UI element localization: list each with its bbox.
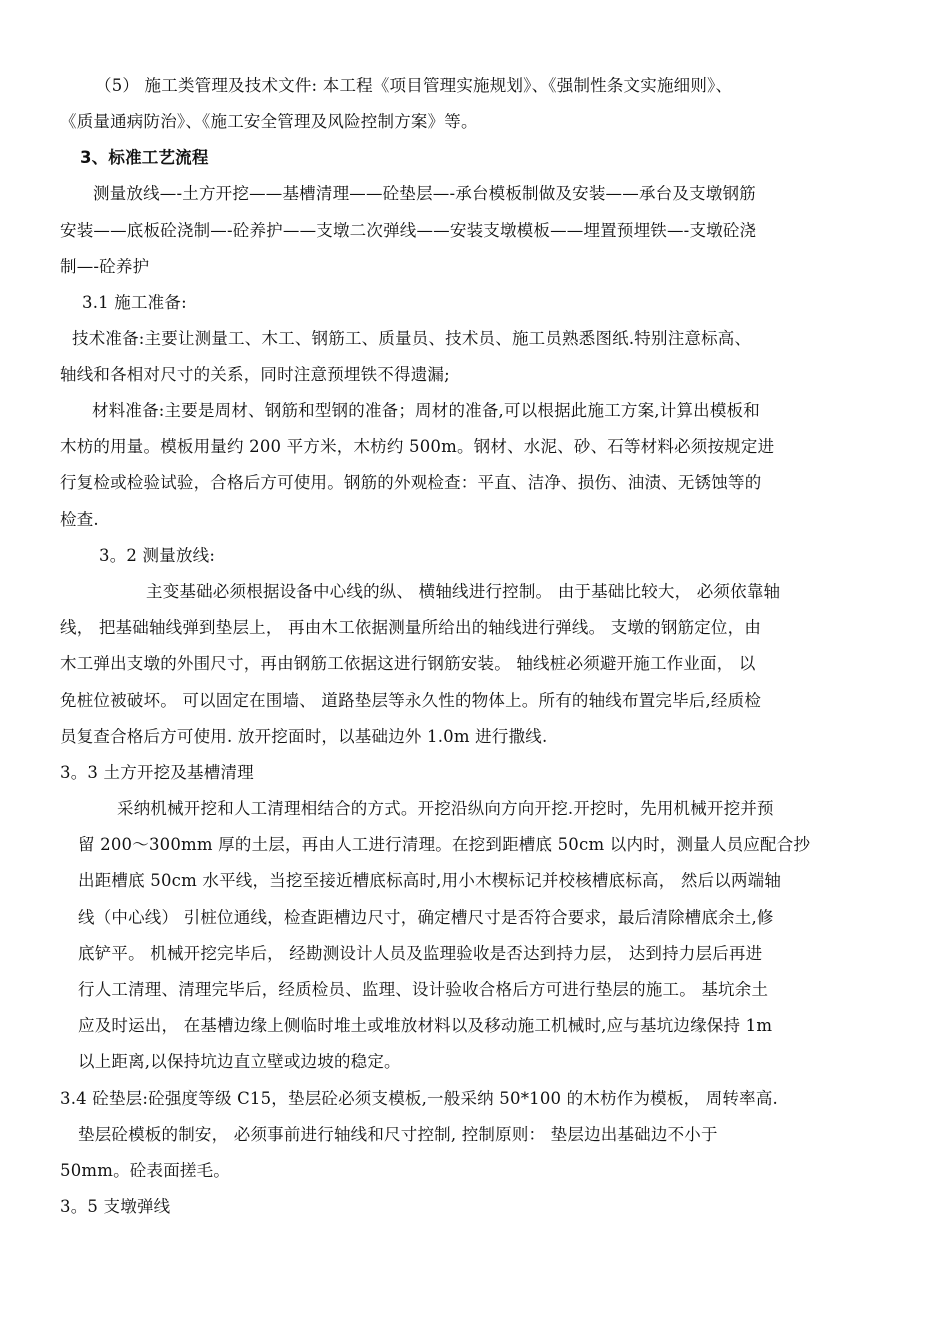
text-line: 员复查合格后方可使用. 放开挖面时，以基础边外 1.0m 进行撒线.: [60, 727, 548, 746]
text-line: 主变基础必须根据设备中心线的纵、 横轴线进行控制。 由于基础比较大， 必须依靠轴: [146, 582, 781, 601]
text-line: 木工弹出支墩的外围尺寸，再由钢筋工依据这进行钢筋安装。 轴线桩必须避开施工作业面， 以: [60, 654, 756, 673]
text-line: 《质量通病防治》、《施工安全管理及风险控制方案》等。: [60, 112, 478, 131]
text-line: 底铲平。 机械开挖完毕后， 经勘测设计人员及监理验收是否达到持力层， 达到持力层后再进: [78, 944, 763, 963]
text-line: （5） 施工类管理及技术文件: 本工程《项目管理实施规划》、《强制性条文实施细则》、: [95, 76, 733, 95]
text-line: 免桩位被破坏。 可以固定在围墙、 道路垫层等永久性的物体上。所有的轴线布置完毕后,经质检: [60, 691, 762, 710]
text-line: 留 200～300mm 厚的土层，再由人工进行清理。在挖到距槽底 50cm 以内时，测量人员应配合抄: [78, 835, 811, 854]
text-line: 3.4 砼垫层:砼强度等级 C15，垫层砼必须支模板,一般采纳 50*100 的木枋作为模板， 周转率高.: [60, 1089, 778, 1108]
text-line: 采纳机械开挖和人工清理相结合的方式。开挖沿纵向方向开挖.开挖时，先用机械开挖并预: [117, 799, 774, 818]
text-line: 安装——底板砼浇制—-砼养护——支墩二次弹线——安装支墩模板——埋置预埋铁—-支墩砼浇: [60, 221, 757, 240]
text-line: 出距槽底 50cm 水平线，当挖至接近槽底标高时,用小木楔标记并校核槽底标高， 然后以两端轴: [78, 871, 782, 890]
text-line: 木枋的用量。模板用量约 200 平方米，木枋约 500m。钢材、水泥、砂、石等材料必须按规定进: [60, 437, 775, 456]
text-line: 轴线和各相对尺寸的关系，同时注意预埋铁不得遗漏;: [60, 365, 450, 384]
subsection-heading: 3.1 施工准备:: [82, 293, 187, 312]
text-line: 材料准备:主要是周材、钢筋和型钢的准备；周材的准备,可以根据此施工方案,计算出模板和: [92, 401, 760, 420]
text-line: 制—-砼养护: [60, 257, 150, 276]
text-line: 线， 把基础轴线弹到垫层上， 再由木工依据测量所给出的轴线进行弹线。 支墩的钢筋定位，由: [60, 618, 762, 637]
text-line: 垫层砼模板的制安， 必须事前进行轴线和尺寸控制, 控制原则： 垫层边出基础边不小于: [78, 1125, 718, 1144]
text-line: 技术准备:主要让测量工、木工、钢筋工、质量员、技术员、施工员熟悉图纸.特别注意标高、: [72, 329, 752, 348]
text-line: 应及时运出， 在基槽边缘上侧临时堆土或堆放材料以及移动施工机械时,应与基坑边缘保持 1m: [78, 1016, 773, 1035]
text-line: 以上距离,以保持坑边直立壁或边坡的稳定。: [78, 1052, 401, 1071]
text-line: 50mm。砼表面搓毛。: [60, 1161, 230, 1180]
section-heading: 3、标准工艺流程: [80, 148, 209, 167]
text-line: 测量放线—-土方开挖——基槽清理——砼垫层—-承台模板制做及安装——承台及支墩钢筋: [93, 184, 756, 203]
text-line: 行复检或检验试验，合格后方可使用。钢筋的外观检查：平直、洁净、损伤、油渍、无锈蚀等的: [60, 473, 762, 492]
text-line: 线（中心线） 引桩位通线，检查距槽边尺寸，确定槽尺寸是否符合要求，最后清除槽底余土,修: [78, 908, 774, 927]
subsection-heading: 3。2 测量放线:: [99, 546, 216, 565]
text-line: 检查.: [60, 510, 99, 529]
subsection-heading: 3。5 支墩弹线: [60, 1197, 171, 1216]
text-line: 行人工清理、清理完毕后，经质检员、监理、设计验收合格后方可进行垫层的施工。 基坑余土: [78, 980, 769, 999]
subsection-heading: 3。3 土方开挖及基槽清理: [60, 763, 254, 782]
